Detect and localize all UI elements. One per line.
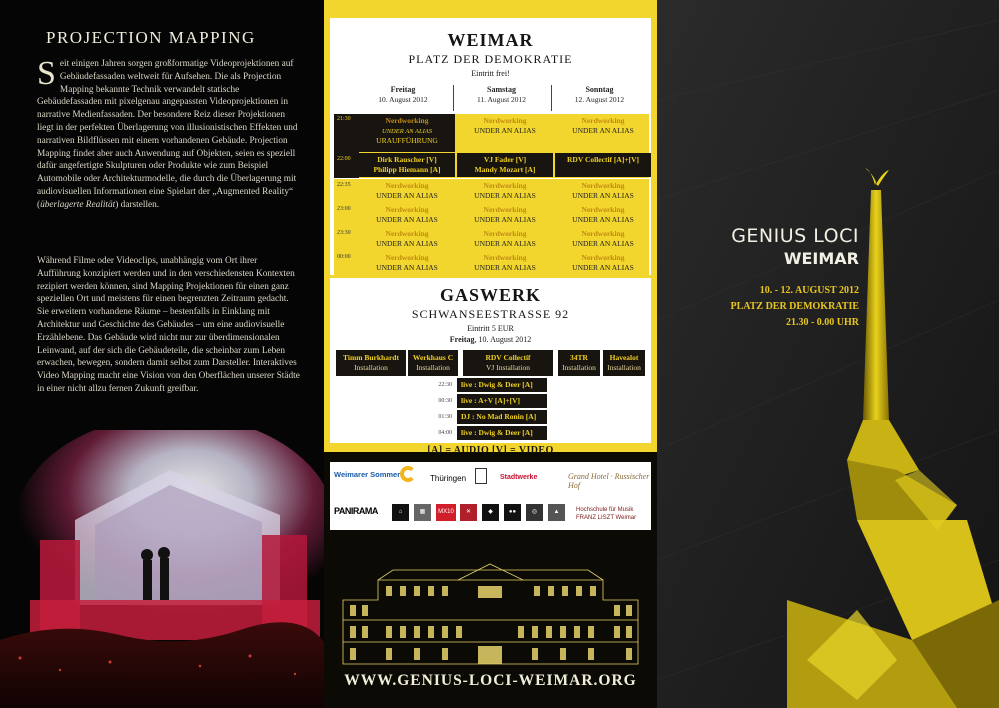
- weimar-program: [330, 18, 651, 275]
- website-url: WWW.GENIUS-LOCI-WEIMAR.ORG: [344, 672, 637, 689]
- projection-mapping-heading: PROJECTION MAPPING: [46, 28, 256, 47]
- act-row: [330, 410, 651, 424]
- legend: [A] = AUDIO [V] = VIDEO: [427, 445, 554, 456]
- slot-cell: [457, 153, 553, 177]
- cell-line2: Philipp Hiemann [A]: [373, 164, 441, 174]
- cell-line1: Nerdworking: [581, 181, 625, 190]
- slot-cell: [457, 253, 553, 272]
- left-panel: [0, 0, 324, 708]
- time-slot: [334, 251, 649, 275]
- time-slot: [334, 152, 649, 178]
- cell-line2: UNDER AN ALIAS: [474, 190, 536, 200]
- cell-line1: Nerdworking: [483, 205, 527, 214]
- circle-icon: ◎: [526, 504, 543, 521]
- panirama-logo: PANIRAMA: [334, 506, 378, 516]
- sponsor-logos: [330, 462, 651, 530]
- installation-name: Havealot: [609, 353, 639, 362]
- installation: [408, 350, 458, 376]
- projection-photo: [0, 430, 324, 708]
- installation-label: Installation: [607, 363, 641, 372]
- cover-panel: [657, 0, 999, 708]
- day-date: 11. August 2012: [476, 95, 527, 104]
- cell-line2: UNDER AN ALIAS: [572, 214, 634, 224]
- act-time: 22:30: [438, 382, 452, 388]
- day-header: [355, 85, 451, 111]
- cell-line1: Dirk Rauscher [V]: [377, 155, 437, 164]
- building-illustration: [338, 560, 643, 665]
- event-title: GENIUS LOCI: [731, 225, 859, 247]
- act-time: 01:30: [438, 414, 452, 420]
- cell-line2: UNDER AN ALIAS: [572, 238, 634, 248]
- act-row: [330, 394, 651, 408]
- house-icon: ⌂: [392, 504, 409, 521]
- cell-line1: VJ Fader [V]: [483, 155, 527, 164]
- event-place: PLATZ DER DEMOKRATIE: [730, 301, 859, 312]
- act-time: 00:30: [438, 398, 452, 404]
- cell-line2: UNDER AN ALIAS: [474, 262, 536, 272]
- cell-line2: UNDER AN ALIAS: [572, 262, 634, 272]
- slot-cell: [555, 253, 651, 272]
- cell-line2: UNDER AN ALIAS: [572, 125, 634, 135]
- cell-line1: Nerdworking: [483, 181, 527, 190]
- slot-cell: [555, 153, 651, 177]
- slot-cell: [457, 205, 553, 224]
- cell-line1: Nerdworking: [581, 205, 625, 214]
- cell-line1: Nerdworking: [483, 229, 527, 238]
- slot-cell: [359, 229, 455, 248]
- slot-time: 00:00: [337, 254, 351, 260]
- day-name: Sonntag: [585, 85, 614, 94]
- cell-line2: UNDER AN ALIAS: [376, 190, 438, 200]
- slot-time: 23:30: [337, 230, 351, 236]
- slot-cell: [555, 181, 651, 200]
- time-slot: [334, 227, 649, 251]
- cell-line1: Nerdworking: [581, 253, 625, 262]
- thueringen-logo: Thüringen: [430, 474, 467, 483]
- time-slot: [334, 114, 649, 152]
- act-name: live : A+V [A]+[V]: [457, 394, 547, 408]
- installation: [463, 350, 553, 376]
- cell-line1: RDV Collectif [A]+[V]: [566, 155, 640, 164]
- cell-line2: UNDER AN ALIAS: [382, 127, 432, 135]
- act-name: DJ : No Mad Ronin [A]: [457, 410, 547, 424]
- cell-line2: UNDER AN ALIAS: [572, 190, 634, 200]
- slot-time: 22:00: [334, 152, 359, 178]
- cell-line2: UNDER AN ALIAS: [474, 214, 536, 224]
- act-name: live : Dwig & Deer [A]: [457, 378, 547, 392]
- slot-cell: [457, 181, 553, 200]
- slot-cell: [359, 153, 455, 177]
- event-city: WEIMAR: [783, 249, 859, 268]
- crest-icon: [475, 468, 487, 484]
- installation-label: Installation: [354, 363, 388, 372]
- weimar-title: WEIMAR: [447, 30, 534, 50]
- stadtwerke-logo: Stadtwerke: [500, 474, 538, 481]
- slot-cell: [555, 114, 651, 135]
- cell-line1: Nerdworking: [385, 116, 429, 125]
- cell-line2: UNDER AN ALIAS: [474, 125, 536, 135]
- cell-line2: UNDER AN ALIAS: [376, 214, 438, 224]
- gaswerk-subtitle: SCHWANSEESTRASSE 92: [411, 307, 570, 321]
- cell-line1: Nerdworking: [385, 181, 429, 190]
- hochschule-line2: FRANZ LISZT Weimar: [576, 515, 637, 521]
- intro-end: ) darstellen.: [115, 199, 160, 210]
- slot-time: 21:30: [334, 114, 359, 152]
- cell-line1: Nerdworking: [581, 116, 625, 125]
- gaswerk-program: [330, 278, 651, 443]
- day-header: [453, 85, 549, 111]
- day-headers: [355, 85, 649, 111]
- day-date: 12. August 2012: [574, 95, 625, 104]
- event-title-block: [731, 225, 859, 268]
- cell-line1: Nerdworking: [581, 229, 625, 238]
- slot-time: 23:00: [337, 206, 351, 212]
- day-name: Samstag: [487, 85, 516, 94]
- slot-cell: [555, 205, 651, 224]
- installation-label: Installation: [416, 363, 450, 372]
- slot-cell: [457, 229, 553, 248]
- weimarer-sommer-logo: Weimarer Sommer: [334, 470, 401, 479]
- installation-label: Installation: [562, 363, 596, 372]
- day-name: Freitag: [390, 85, 416, 94]
- cell-line1: Nerdworking: [483, 116, 527, 125]
- sculpture-artwork: [657, 0, 999, 708]
- slot-time: 22:35: [337, 182, 351, 188]
- act-row: [330, 378, 651, 392]
- hotel-logo: Grand Hotel · Russischer Hof: [568, 472, 650, 490]
- second-paragraph: Während Filme oder Videoclips, unabhängig vom Ort ihrer Aufführung konzipiert werden und in den verschiedensten Kontexten rezipiert werden können, sind Mapping Projektionen für einen ganz speziellen Ort und meistens für einen begrenzten Zeitraum gedacht. Sie erweitern vorhandene Räume – bestenfalls in Einklang mit Architektur und Geschichte des Gebäudes – um eine audiovisuelle Erzählebene. Das Gebäude wird nicht nur zur überdimensionalen Leinwand, auf der sich die Gebäudeteile, die scheinbar zum Leben erwachen, bewegen, sondern damit selbst zum Darsteller. Interaktives Video Mapping macht eine Vision von den Oberflächen unserer Städte in einer nicht allzu fernen Zukunft greifbar.: [37, 256, 300, 394]
- slot-cell: [359, 114, 455, 152]
- slot-cell: [359, 253, 455, 272]
- installation-label: VJ Installation: [486, 363, 530, 372]
- installation-name: 34TR: [570, 353, 588, 362]
- gaswerk-date: [330, 335, 651, 344]
- act-row: [330, 426, 651, 440]
- installations-row: [336, 350, 645, 376]
- gaswerk-day: Freitag: [449, 335, 475, 344]
- day-date: 10. August 2012: [378, 95, 428, 104]
- event-info: [730, 283, 859, 331]
- intro-italic: überlagerte Realität: [40, 199, 116, 210]
- x-icon: ✕: [460, 504, 477, 521]
- cell-line1: Nerdworking: [385, 229, 429, 238]
- shapes-icon: ▲: [548, 504, 565, 521]
- gaswerk-entry: Eintritt 5 EUR: [467, 324, 514, 333]
- time-slot: [334, 179, 649, 203]
- cell-line1: Nerdworking: [385, 253, 429, 262]
- slot-cell: [359, 181, 455, 200]
- c-icon: [400, 466, 416, 482]
- event-hours: 21.30 - 0.00 UHR: [785, 317, 859, 328]
- dropcap: S: [37, 55, 56, 92]
- cell-line2: Mandy Mozart [A]: [474, 164, 536, 174]
- installation-name: Werkhaus C: [412, 353, 454, 362]
- cell-line3: URAUFFÜHRUNG: [376, 136, 438, 145]
- weimar-subtitle: PLATZ DER DEMOKRATIE: [408, 52, 573, 66]
- slot-cell: [555, 229, 651, 248]
- event-dates: 10. - 12. AUGUST 2012: [759, 285, 859, 296]
- cell-line2: UNDER AN ALIAS: [376, 262, 438, 272]
- installation-name: RDV Collectif: [485, 353, 531, 362]
- gaswerk-date-text: , 10. August 2012: [474, 335, 532, 344]
- cell-line1: Nerdworking: [385, 205, 429, 214]
- hochschule-line1: Hochschule für Musik: [576, 507, 634, 513]
- tile-icon: ▦: [414, 504, 431, 521]
- installation: [603, 350, 645, 376]
- intro-paragraph: [37, 55, 301, 212]
- time-slot: [334, 203, 649, 227]
- program-panel: [324, 0, 657, 708]
- act-name: live : Dwig & Deer [A]: [457, 426, 547, 440]
- cell-line2: UNDER AN ALIAS: [474, 238, 536, 248]
- intro-text: eit einigen Jahren sorgen großformatige Videoprojektionen auf Gebäudefassaden weltweit für Aufsehen. Die als Projection Mapping bekannte Technik verwandelt statische Gebäudefassaden mit pixelgenau angepassten Videoprojektionen in narrative Medienfassaden. Der besondere Reiz dieser Projektionen liegt in der perfekten Überlagerung von illusionistischen Effekten und narrativen Bildflüssen mit einem vorhandenen Gebäude. Projection Mapping findet aber auch Anwendung auf Objekten, seien es speziell dafür angefertigte Skulpturen oder Produkte wie zum Beispiel Automobile oder Architekturmodelle, die durch die Überlagerung mit audiovisuellen Informationen eine Spielart der „Augmented Reality“ (: [37, 59, 298, 210]
- installation: [336, 350, 406, 376]
- act-time: 04:00: [438, 430, 452, 436]
- cube-icon: ◆: [482, 504, 499, 521]
- slot-cell: [359, 205, 455, 224]
- weimar-entry: Eintritt frei!: [471, 69, 510, 78]
- cell-line2: UNDER AN ALIAS: [376, 238, 438, 248]
- mx10-logo: MX10: [436, 504, 456, 521]
- installation-name: Timm Burkhardt: [343, 353, 399, 362]
- slot-cell: [457, 114, 553, 135]
- installation: [558, 350, 600, 376]
- dots-icon: ●●: [504, 504, 521, 521]
- gaswerk-title: GASWERK: [439, 285, 542, 305]
- hochschule-logo: [576, 506, 636, 522]
- day-header: [551, 85, 647, 111]
- cell-line1: Nerdworking: [483, 253, 527, 262]
